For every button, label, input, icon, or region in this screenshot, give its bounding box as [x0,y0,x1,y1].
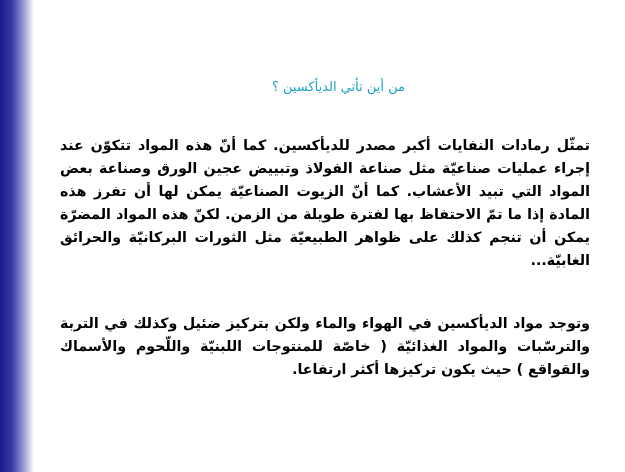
paragraph-presence: وتوجد مواد الديأكسين في الهواء والماء ولكن بتركيز ضئيل وكذلك في التربة والترسّبات والمواد الغذائيّة ( خاصّة للمنتوجات اللبنيّة واللّحوم والأسماك والقواقع ) حيث يكون تركيزها أكثر ارتفاعا. [60,316,590,378]
slide-left-gradient-band [0,0,34,472]
slide-title: من أين تأتي الديأكسين ؟ [271,80,405,95]
paragraph-sources: تمثّل رمادات النفايات أكبر مصدر للديأكسين. كما أنّ هذه المواد تتكوّن عند إجراء عمليات صناعيّة مثل صناعة الفولاذ وتبييض عجين الورق وصناعة بعض المواد التي تبيد الأعشاب. كما أنّ الزيوت الصناعيّة يمكن لها أن تفرز هذه المادة إذا ما تمّ الاحتفاظ بها لفترة طويلة من الزمن. لكنّ هذه المواد المضرّة يمكن أن تنجم كذلك على ظواهر الطبيعيّة مثل الثورات البركانيّة والحرائق الغابيّة... [60,138,590,269]
slide-content [40,0,625,472]
